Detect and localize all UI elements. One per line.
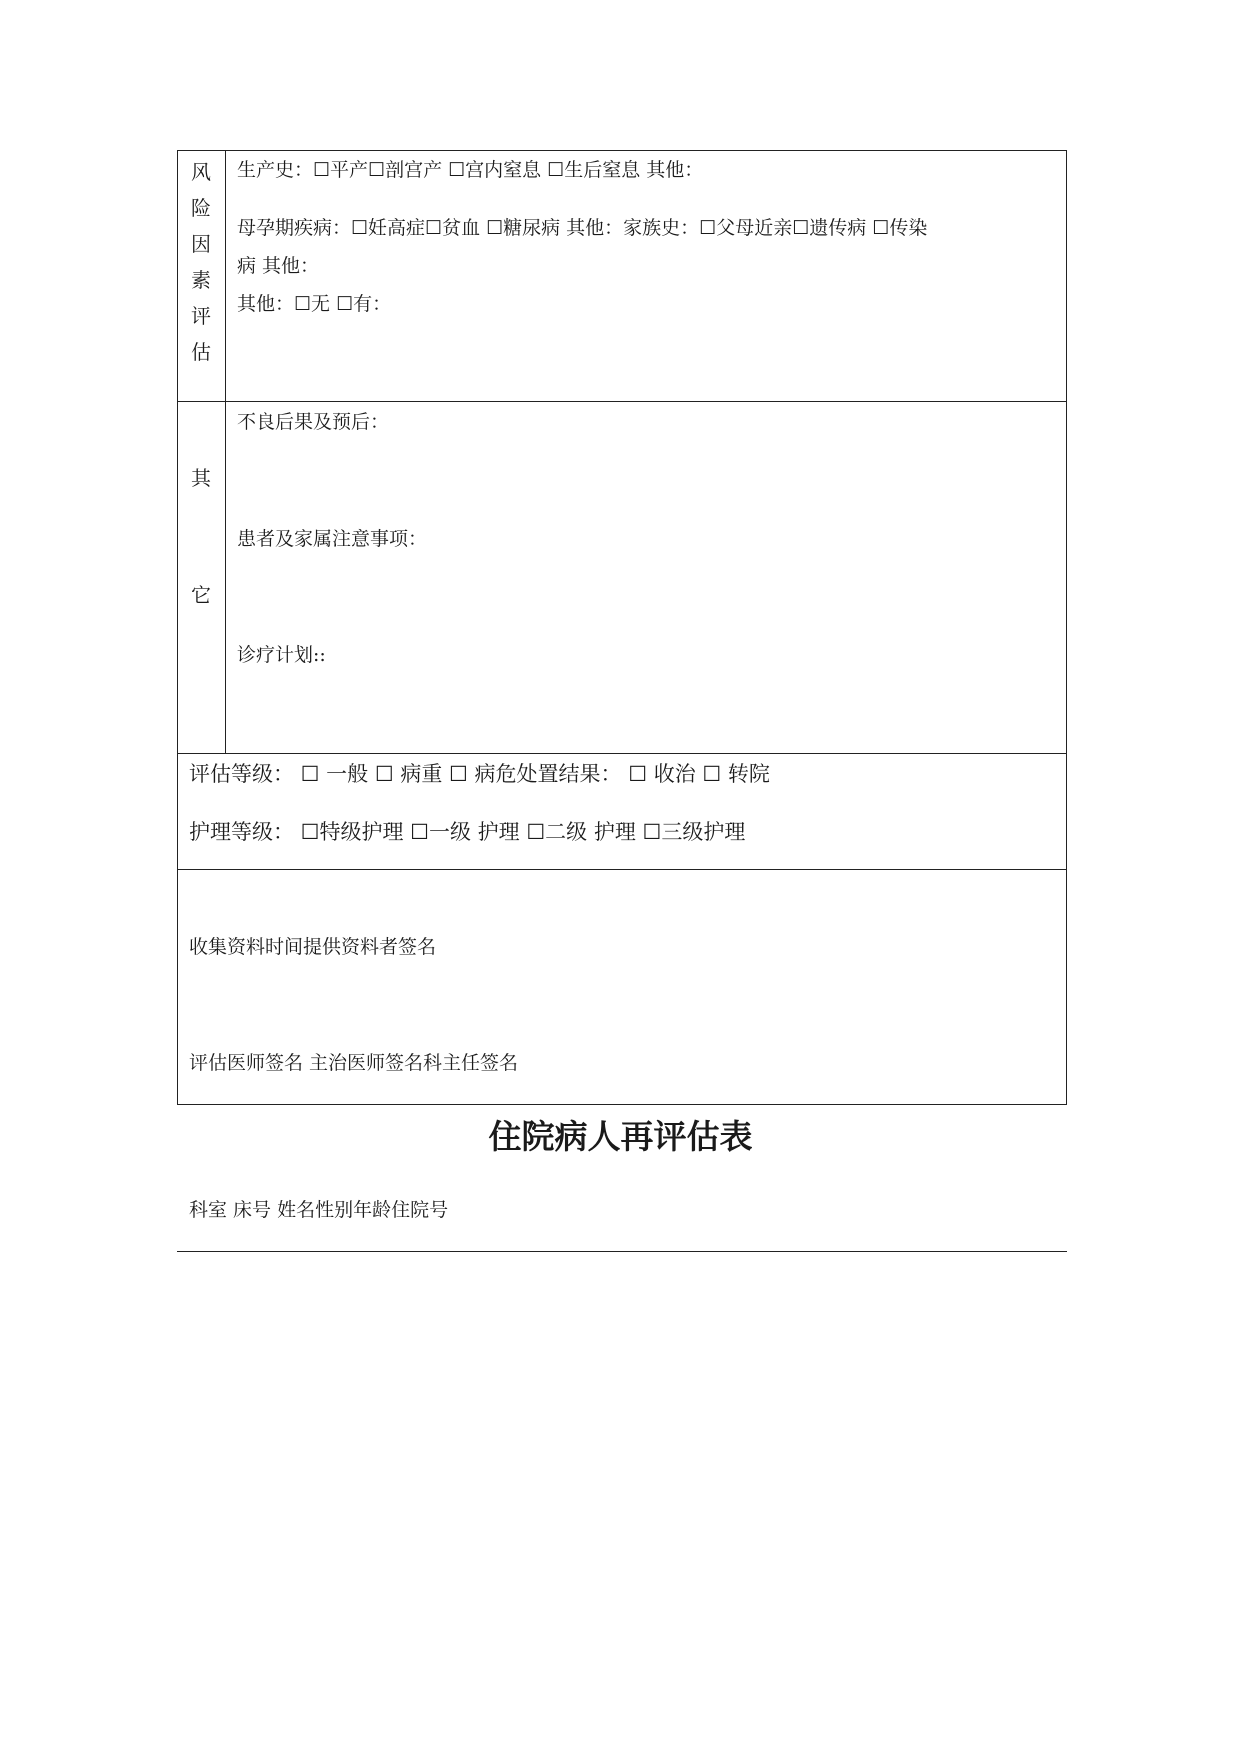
assessment-grade-line[interactable]: 评估等级： ☐ 一般 ☐ 病重 ☐ 病危处置结果： ☐ 收治 ☐ 转院 bbox=[189, 762, 770, 786]
other-risk-line[interactable]: 其他：☐无 ☐有： bbox=[237, 293, 392, 315]
row-divider-risk bbox=[177, 401, 1067, 402]
risk-section-label bbox=[177, 154, 225, 370]
nursing-grade-line[interactable]: 护理等级： ☐特级护理 ☐一级 护理 ☐二级 护理 ☐三级护理 bbox=[189, 820, 746, 844]
risk-label-char: 估 bbox=[191, 340, 211, 364]
row-divider-other bbox=[177, 753, 1067, 754]
other-label-char: 其 bbox=[191, 466, 211, 490]
row-divider-grade bbox=[177, 869, 1067, 870]
birth-history-line[interactable]: 生产史：☐平产☐剖宫产 ☐宫内窒息 ☐生后窒息 其他： bbox=[237, 159, 704, 181]
other-section-label bbox=[177, 460, 225, 496]
risk-label-char: 风 bbox=[191, 160, 211, 184]
collection-signature-line[interactable]: 收集资料时间提供资料者签名 bbox=[189, 936, 437, 958]
family-notes-field[interactable]: 患者及家属注意事项： bbox=[237, 528, 428, 550]
other-label-char: 它 bbox=[191, 583, 211, 607]
doctor-signature-line[interactable]: 评估医师签名 主治医师签名科主任签名 bbox=[189, 1052, 519, 1074]
patient-header-line: 科室 床号 姓名性别年龄住院号 bbox=[189, 1199, 449, 1221]
other-section-label-2 bbox=[177, 577, 225, 613]
maternal-disease-line-cont[interactable]: 病 其他： bbox=[237, 255, 320, 277]
risk-label-char: 险 bbox=[191, 196, 211, 220]
label-column-divider bbox=[225, 150, 226, 753]
risk-label-char: 因 bbox=[191, 232, 211, 256]
risk-label-char: 评 bbox=[191, 304, 211, 328]
header-underline bbox=[177, 1251, 1067, 1252]
maternal-disease-line[interactable]: 母孕期疾病：☐妊高症☐贫血 ☐糖尿病 其他：家族史：☐父母近亲☐遗传病 ☐传染 bbox=[237, 217, 928, 239]
risk-label-char: 素 bbox=[191, 268, 211, 292]
treatment-plan-field[interactable]: 诊疗计划:: bbox=[237, 644, 326, 666]
adverse-outcome-field[interactable]: 不良后果及预后： bbox=[237, 411, 390, 433]
form-title: 住院病人再评估表 bbox=[488, 1117, 753, 1156]
